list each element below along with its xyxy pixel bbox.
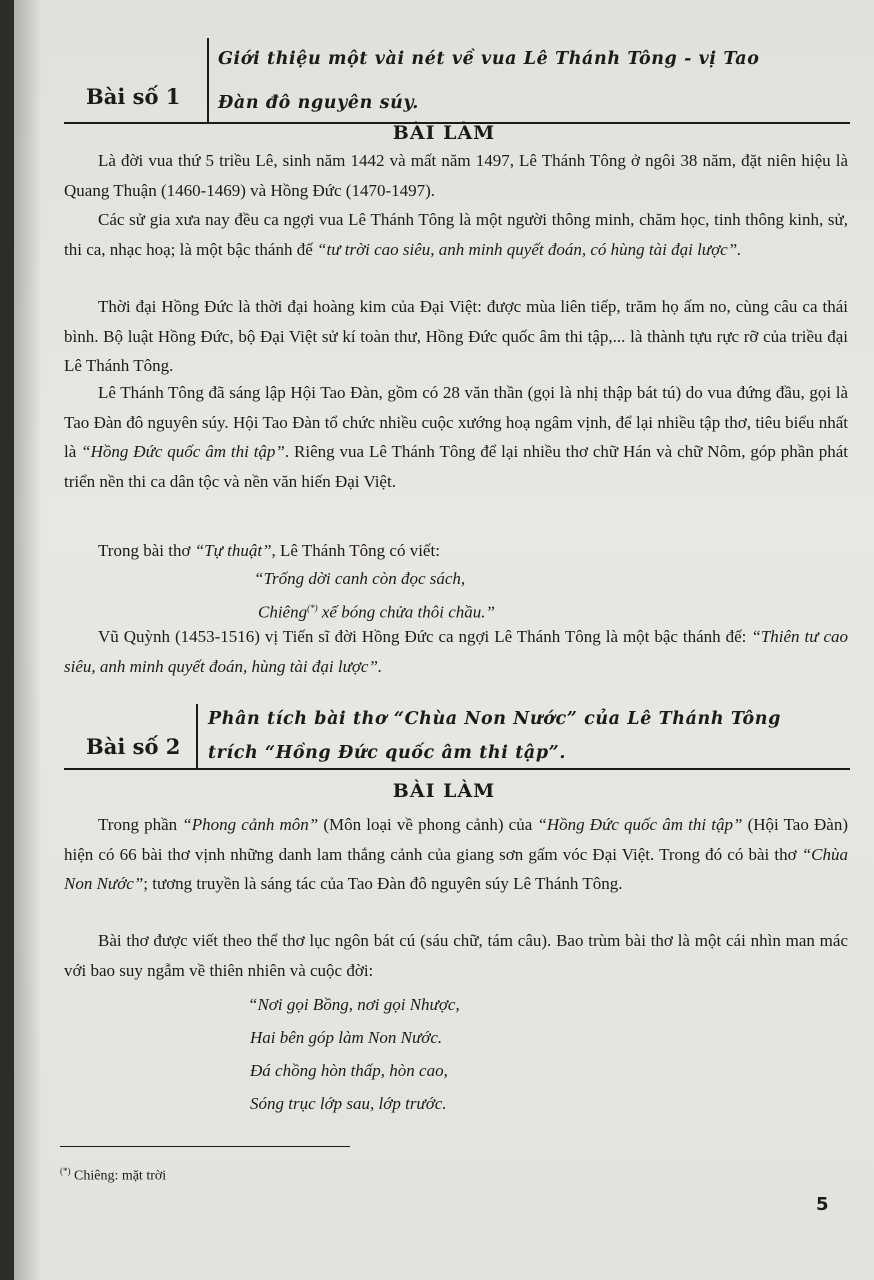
section1-divider: [207, 38, 209, 122]
section1-title-line2: Đàn đô nguyên súy.: [218, 93, 419, 113]
section2-number: Bài số 2: [86, 734, 181, 759]
section2-paragraph-1: Trong phần “Phong cảnh môn” (Môn loại về phong cảnh) của “Hồng Đức quốc âm thi tập” (Hội Tao Đàn) hiện có 66 bài thơ vịnh những danh lam thắng cảnh của giang sơn gấm vóc Đại Việt. Trong đó có bài thơ “Chùa Non Nước”; tương truyền là sáng tác của Tao Đàn đô nguyên súy Lê Thánh Tông.: [64, 815, 848, 893]
section1-number: Bài số 1: [86, 84, 181, 109]
section2-title-line1: Phân tích bài thơ “Chùa Non Nước” của Lê Thánh Tông: [208, 709, 781, 729]
section1-verse-1: “Trống dời canh còn đọc sách,: [254, 569, 466, 588]
section1-paragraph-1: Là đời vua thứ 5 triều Lê, sinh năm 1442 và mất năm 1497, Lê Thánh Tông ở ngôi 38 năm, đặt niên hiệu là Quang Thuận (1460-1469) và Hồng Đức (1470-1497).: [64, 151, 848, 200]
section1-paragraph-3: Thời đại Hồng Đức là thời đại hoàng kim của Đại Việt: được mùa liên tiếp, trăm họ ấm no, cùng câu ca thái bình. Bộ luật Hồng Đức, bộ Đại Việt sử kí toàn thư, Hồng Đức quốc âm thi tập,... là thành tựu rực rỡ của triều đại Lê Thánh Tông.: [64, 297, 848, 375]
section2-bai-lam-heading: BÀI LÀM: [392, 780, 496, 802]
page-number: 5: [816, 1194, 829, 1215]
section2-verse-3: Đá chồng hòn thấp, hòn cao,: [250, 1061, 448, 1080]
section1-verse-2: Chiêng(*) xế bóng chửa thôi chầu.”: [258, 602, 495, 622]
footnote-divider: [60, 1146, 350, 1147]
section2-title-line2: trích “Hồng Đức quốc âm thi tập”.: [208, 743, 567, 763]
section2-verse-4: Sóng trục lớp sau, lớp trước.: [250, 1094, 447, 1113]
section1-paragraph-2: Các sử gia xưa nay đều ca ngợi vua Lê Thánh Tông là một người thông minh, chăm học, tinh thông kinh, sử, thi ca, nhạc hoạ; là một bậc thánh đế “tư trời cao siêu, anh minh quyết đoán, có hùng tài đại lược”.: [64, 210, 848, 259]
section1-paragraph-6: Vũ Quỳnh (1453-1516) vị Tiến sĩ đời Hồng Đức ca ngợi Lê Thánh Tông là một bậc thánh đế: “Thiên tư cao siêu, anh minh quyết đoán, hùng tài đại lược”.: [64, 627, 848, 676]
section2-divider: [196, 704, 198, 768]
section2-heading-box: [64, 704, 850, 770]
section1-paragraph-5: Trong bài thơ “Tự thuật”, Lê Thánh Tông có viết:: [98, 541, 440, 560]
section2-paragraph-2: Bài thơ được viết theo thể thơ lục ngôn bát cú (sáu chữ, tám câu). Bao trùm bài thơ là một cái nhìn man mác với bao suy ngẫm về thiên nhiên và cuộc đời:: [64, 931, 848, 980]
footnote: (*) Chiêng: mặt trời: [60, 1166, 167, 1184]
book-page: [14, 0, 874, 1280]
section1-bai-lam-heading: BÀI LÀM: [392, 122, 496, 144]
section1-title-line1: Giới thiệu một vài nét về vua Lê Thánh Tông - vị Tao: [218, 49, 760, 69]
section1-heading-box: [64, 38, 850, 124]
section1-paragraph-4: Lê Thánh Tông đã sáng lập Hội Tao Đàn, gồm có 28 văn thần (gọi là nhị thập bát tú) do vua đứng đầu, gọi là Tao Đàn đô nguyên súy. Hội Tao Đàn tổ chức nhiều cuộc xướng hoạ ngâm vịnh, để lại nhiều tập thơ, tiêu biểu nhất là “Hồng Đức quốc âm thi tập”. Riêng vua Lê Thánh Tông để lại nhiều thơ chữ Hán và chữ Nôm, góp phần phát triển nền thi ca dân tộc và nền văn hiến Đại Việt.: [64, 383, 848, 491]
section2-verse-2: Hai bên góp làm Non Nước.: [250, 1028, 443, 1047]
section2-verse-1: “Nơi gọi Bồng, nơi gọi Nhược,: [248, 995, 460, 1014]
